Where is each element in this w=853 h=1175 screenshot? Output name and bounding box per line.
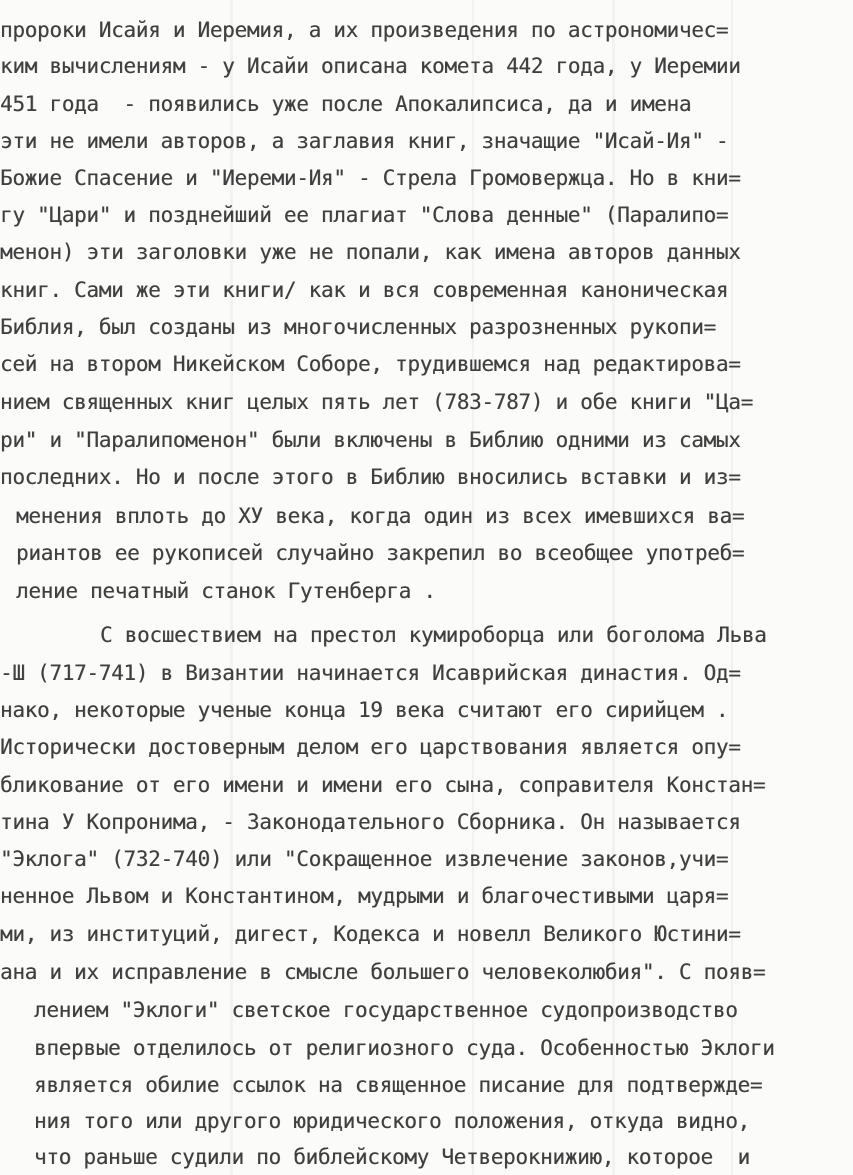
text-line: риантов ее рукописей случайно закрепил во всеобщее употреб=	[16, 541, 745, 565]
text-line: впервые отделилось от религиозного суда. Особенностью Эклоги	[34, 1036, 775, 1060]
text-line: сей на втором Никейском Соборе, трудившемся над редактирова=	[0, 352, 741, 376]
text-line: книг. Сами же эти книги/ как и вся современная каноническая	[0, 278, 729, 302]
text-line: гу "Цари" и позднейший ее плагиат "Слова денные" (Паралипо=	[0, 203, 729, 227]
text-line: нако, некоторые ученые конца 19 века считают его сирийцем .	[0, 698, 729, 722]
text-line: "Эклога" (732-740) или "Сокращенное извлечение законов,учи=	[0, 847, 729, 871]
text-line: является обилие ссылок на священное писание для подтвержде=	[34, 1073, 763, 1097]
text-line: пророки Исайя и Иеремия, а их произведения по астрономичес=	[0, 18, 729, 42]
paragraph-first-line: С восшествием на престол кумироборца или боголома Льва	[100, 623, 767, 647]
text-line: ри" и "Паралипоменон" были включены в Библию одними из самых	[0, 428, 741, 452]
text-line: эти не имели авторов, а заглавия книг, значащие "Исай-Ия" -	[0, 129, 729, 153]
text-line: нием священных книг целых пять лет (783-787) и обе книги "Ца=	[0, 390, 753, 414]
text-line: последних. Но и после этого в Библию вносились вставки и из=	[0, 465, 741, 489]
text-line: тина У Копронима, - Законодательного Сборника. Он называется	[0, 810, 741, 834]
text-line: Божие Спасение и "Иереми-Ия" - Стрела Громовержца. Но в кни=	[0, 166, 741, 190]
text-line: ана и их исправление в смысле большего человеколюбия". С появ=	[0, 960, 766, 984]
text-line: ление печатный станок Гутенберга .	[16, 579, 436, 603]
text-line: ким вычислениям - у Исайи описана комета 442 года, у Иеремии	[0, 54, 741, 78]
text-line: лением "Эклоги" светское государственное судопроизводство	[34, 998, 738, 1022]
text-line: ми, из институций, дигест, Кодекса и новелл Великого Юстини=	[0, 922, 741, 946]
text-line: ненное Львом и Константином, мудрыми и благочестивыми царя=	[0, 884, 729, 908]
text-line: менения вплоть до XУ века, когда один из всех имевшихся ва=	[16, 504, 745, 528]
text-line: Исторически достоверным делом его царствования является опу=	[0, 735, 741, 759]
text-line: что раньше судили по библейскому Четверокнижию, которое и	[34, 1145, 750, 1169]
text-line: 451 года - появились уже после Апокалипсиса, да и имена	[0, 92, 692, 116]
text-line: менон) эти заголовки уже не попали, как имена авторов данных	[0, 240, 741, 264]
text-line: ния того или другого юридического положения, откуда видно,	[34, 1109, 750, 1133]
text-line: бликование от его имени и имени его сына, соправителя Констан=	[0, 773, 766, 797]
text-line: -Ш (717-741) в Византии начинается Исаврийская династия. Од=	[0, 661, 741, 685]
text-line: Библия, был созданы из многочисленных разрозненных рукопи=	[0, 315, 716, 339]
